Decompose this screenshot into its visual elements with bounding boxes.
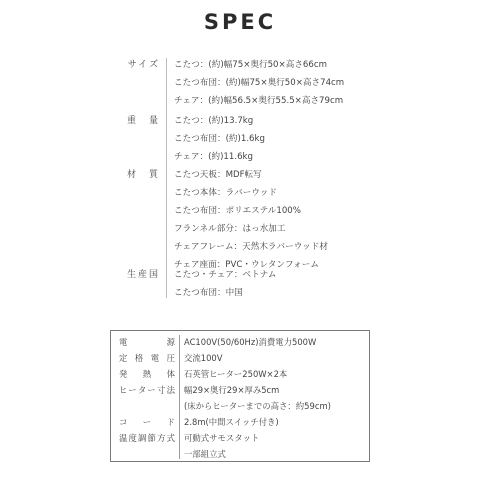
electrical-key: コード: [119, 417, 175, 427]
spec-values-material: [174, 166, 474, 274]
spec-value: フランネル部分：はっ水加工: [174, 224, 286, 234]
spec-values-origin: [174, 266, 474, 302]
spec-value: こたつ本体：ラバーウッド: [174, 188, 277, 198]
electrical-value: 可動式サモスタット: [184, 433, 260, 443]
page-title: SPEC: [203, 10, 277, 34]
electrical-value: 一部組立式: [184, 449, 226, 459]
spec-value: こたつ布団：(約)幅75×奥行50×高さ74cm: [174, 78, 345, 88]
spec-value: こたつ布団：ポリエステル100%: [174, 206, 301, 216]
spec-value: こたつ天板：MDF転写: [174, 170, 262, 180]
spec-values-size: [174, 56, 474, 110]
spec-divider: [166, 58, 167, 298]
electrical-value: (床からヒーターまでの高さ：約59cm): [184, 401, 331, 411]
electrical-value: 2.8m(中間スイッチ付き): [184, 417, 279, 427]
electrical-spec-box: [110, 330, 370, 462]
electrical-key: 温度調節方式: [119, 433, 175, 443]
spec-value: チェア座面：PVC・ウレタンフォーム: [174, 260, 319, 270]
electrical-value: AC100V(50/60Hz)消費電力500W: [184, 337, 317, 347]
electrical-value: 幅29×奥行29×厚み5cm: [184, 385, 280, 395]
electrical-row: [111, 350, 369, 366]
electrical-key: 定格電圧: [119, 353, 175, 363]
electrical-value: 石英管ヒーター250W×2本: [184, 369, 288, 379]
spec-value: チェアフレーム：天然木ラバーウッド材: [174, 242, 328, 252]
electrical-row: [111, 446, 369, 462]
electrical-key: ヒーター寸法: [119, 385, 175, 395]
spec-value: チェア：(約)幅56.5×奥行55.5×高さ79cm: [174, 96, 344, 106]
spec-label-weight: 重 量: [126, 116, 160, 126]
spec-value: こたつ布団：(約)1.6kg: [174, 134, 265, 144]
electrical-key: 電源: [119, 337, 175, 347]
spec-label-size: サイズ: [127, 60, 160, 70]
electrical-key: 発熱体: [119, 369, 175, 379]
electrical-row: [111, 414, 369, 430]
spec-value: こたつ布団：中国: [174, 288, 243, 298]
spec-label-origin: 生産国: [126, 270, 160, 280]
electrical-value: 交流100V: [184, 353, 223, 363]
electrical-row: [111, 334, 369, 350]
electrical-row: [111, 382, 369, 398]
spec-value: こたつ：(約)幅75×奥行50×高さ66cm: [174, 60, 327, 70]
spec-value: こたつ・チェア：ベトナム: [174, 270, 277, 280]
spec-value: こたつ：(約)13.7kg: [174, 116, 254, 126]
electrical-row: [111, 430, 369, 446]
spec-value: チェア：(約)11.6kg: [174, 152, 253, 162]
electrical-row: [111, 366, 369, 382]
spec-label-material: 材 質: [126, 170, 160, 180]
spec-values-weight: [174, 112, 474, 166]
electrical-row: [111, 398, 369, 414]
